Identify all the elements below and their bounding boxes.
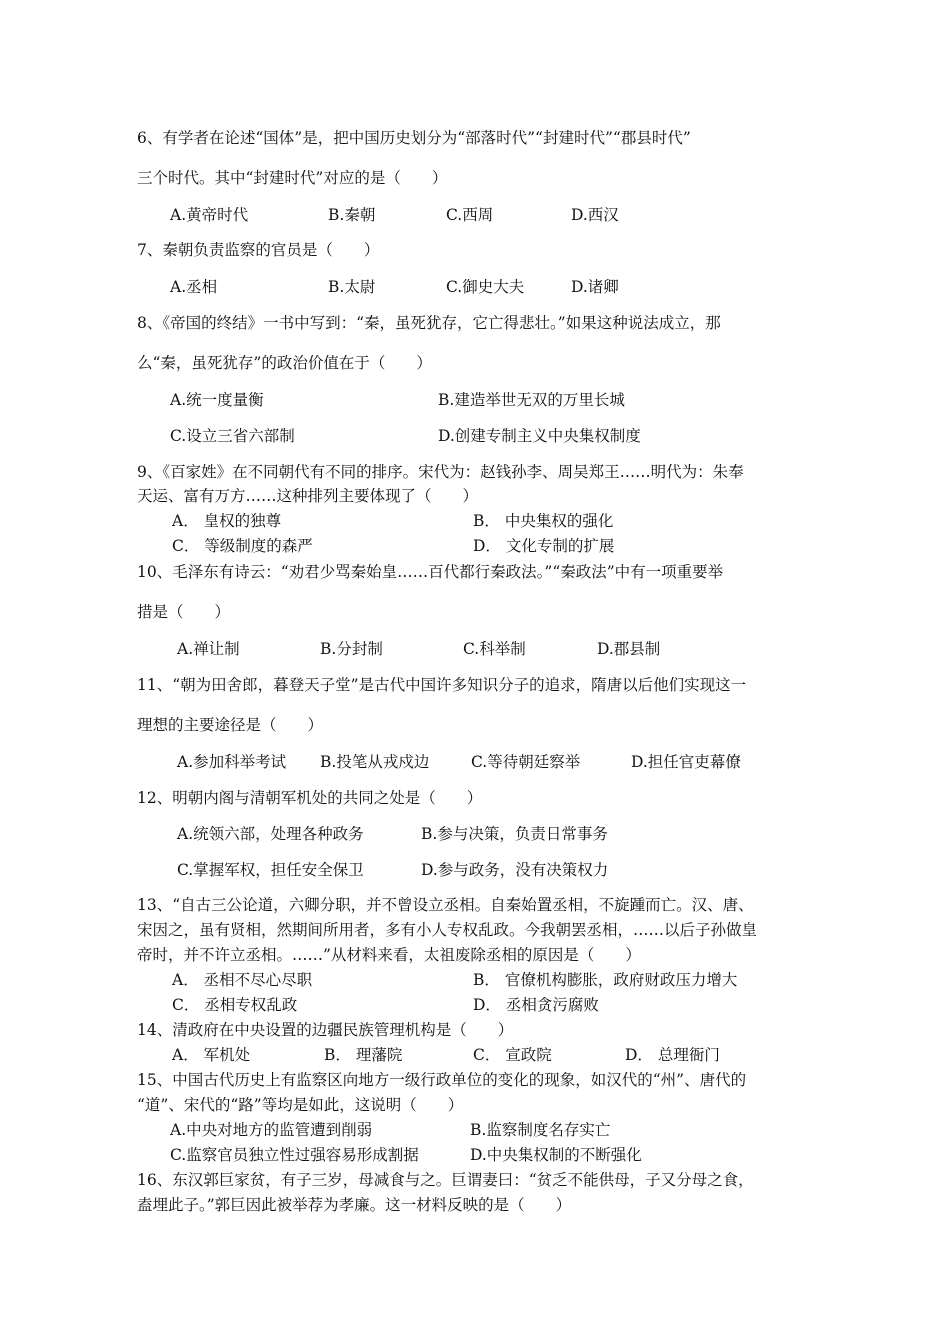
q6-stem-line-1: 6、有学者在论述“国体”是，把中国历史划分为“部落时代”“封建时代”“郡县时代” (137, 129, 691, 147)
q13-option-a: A． 丞相不尽心尽职 (172, 971, 313, 989)
q8-stem-line-1: 8、《帝国的终结》一书中写到：“秦，虽死犹存，它亡得悲壮。”如果这种说法成立，那 (137, 314, 721, 332)
q10-option-d: D.郡县制 (597, 640, 661, 658)
q9-option-b: B． 中央集权的强化 (473, 512, 614, 530)
q16-stem-line-2: 盍埋此子。”郭巨因此被举荐为孝廉。这一材料反映的是（ ） (137, 1196, 572, 1214)
q9-option-d: D． 文化专制的扩展 (473, 537, 615, 555)
q15-stem-line-2: “道”、宋代的“路”等均是如此，这说明（ ） (137, 1096, 464, 1114)
q9-stem-line-2: 天运、富有万方……这种排列主要体现了（ ） (137, 487, 479, 505)
q10-stem-line-2: 措是（ ） (137, 603, 231, 621)
q14-stem-line-1: 14、清政府在中央设置的边疆民族管理机构是（ ） (137, 1021, 514, 1039)
q15-option-c: C.监察官员独立性过强容易形成割据 (170, 1146, 419, 1164)
q9-stem-line-1: 9、《百家姓》在不同朝代有不同的排序。宋代为：赵钱孙李、周吴郑王……明代为：朱奉 (137, 463, 744, 481)
q11-option-d: D.担任官吏幕僚 (631, 753, 741, 771)
q12-option-d: D.参与政务，没有决策权力 (421, 861, 609, 879)
q9-option-a: A． 皇权的独尊 (172, 512, 282, 530)
q14-option-c: C． 宣政院 (473, 1046, 552, 1064)
q8-option-c: C.设立三省六部制 (170, 427, 295, 445)
q6-option-b: B.秦朝 (328, 206, 376, 224)
q14-option-a: A． 军机处 (172, 1046, 251, 1064)
q13-option-d: D． 丞相贪污腐败 (473, 996, 599, 1014)
q15-option-d: D.中央集权制的不断强化 (470, 1146, 642, 1164)
q11-stem-line-2: 理想的主要途径是（ ） (137, 716, 324, 734)
q13-option-b: B． 官僚机构膨胀，政府财政压力增大 (473, 971, 738, 989)
q8-stem-line-2: 么“秦，虽死犹存”的政治价值在于（ ） (137, 354, 432, 372)
q15-option-a: A.中央对地方的监管遭到削弱 (170, 1121, 373, 1139)
q12-option-b: B.参与决策，负责日常事务 (421, 825, 608, 843)
q8-option-d: D.创建专制主义中央集权制度 (438, 427, 641, 445)
q10-option-a: A.禅让制 (177, 640, 240, 658)
q15-stem-line-1: 15、中国古代历史上有监察区向地方一级行政单位的变化的现象，如汉代的“州”、唐代的 (137, 1071, 747, 1089)
q12-stem-line-1: 12、明朝内阁与清朝军机处的共同之处是（ ） (137, 789, 483, 807)
q11-option-b: B.投笔从戎戍边 (320, 753, 430, 771)
q6-option-a: A.黄帝时代 (170, 206, 249, 224)
q7-option-c: C.御史大夫 (446, 278, 525, 296)
q9-option-c: C． 等级制度的森严 (172, 537, 313, 555)
q13-stem-line-1: 13、“自古三公论道，六卿分职，并不曾设立丞相。自秦始置丞相，不旋踵而亡。汉、唐、 (137, 896, 754, 914)
q8-option-a: A.统一度量衡 (170, 391, 264, 409)
q11-stem-line-1: 11、“朝为田舍郎，暮登天子堂”是古代中国许多知识分子的追求，隋唐以后他们实现这一 (137, 676, 747, 694)
q13-stem-line-3: 帝时，并不许立丞相。……”从材料来看，太祖废除丞相的原因是（ ） (137, 946, 641, 964)
q7-option-b: B.太尉 (328, 278, 376, 296)
q14-option-b: B． 理藩院 (324, 1046, 403, 1064)
q7-stem-line-1: 7、秦朝负责监察的官员是（ ） (137, 241, 380, 259)
q12-option-a: A.统领六部，处理各种政务 (177, 825, 364, 843)
q6-stem-line-2: 三个时代。其中“封建时代”对应的是（ ） (137, 169, 448, 187)
q16-stem-line-1: 16、东汉郭巨家贫，有子三岁，母减食与之。巨谓妻曰：“贫乏不能供母，子又分母之食， (137, 1171, 754, 1189)
q10-stem-line-1: 10、毛泽东有诗云：“劝君少骂秦始皇……百代都行秦政法。”“秦政法”中有一项重要举 (137, 563, 724, 581)
q8-option-b: B.建造举世无双的万里长城 (438, 391, 625, 409)
q11-option-c: C.等待朝廷察举 (471, 753, 581, 771)
q10-option-c: C.科举制 (463, 640, 526, 658)
q12-option-c: C.掌握军权，担任安全保卫 (177, 861, 364, 879)
q7-option-a: A.丞相 (170, 278, 218, 296)
q15-option-b: B.监察制度名存实亡 (470, 1121, 611, 1139)
q10-option-b: B.分封制 (320, 640, 383, 658)
q13-stem-line-2: 宋因之，虽有贤相，然期间所用者，多有小人专权乱政。今我朝罢丞相，……以后子孙做皇 (137, 921, 758, 939)
q6-option-d: D.西汉 (571, 206, 619, 224)
q14-option-d: D． 总理衙门 (625, 1046, 720, 1064)
q11-option-a: A.参加科举考试 (177, 753, 287, 771)
q13-option-c: C． 丞相专权乱政 (172, 996, 298, 1014)
q7-option-d: D.诸卿 (571, 278, 619, 296)
q6-option-c: C.西周 (446, 206, 494, 224)
